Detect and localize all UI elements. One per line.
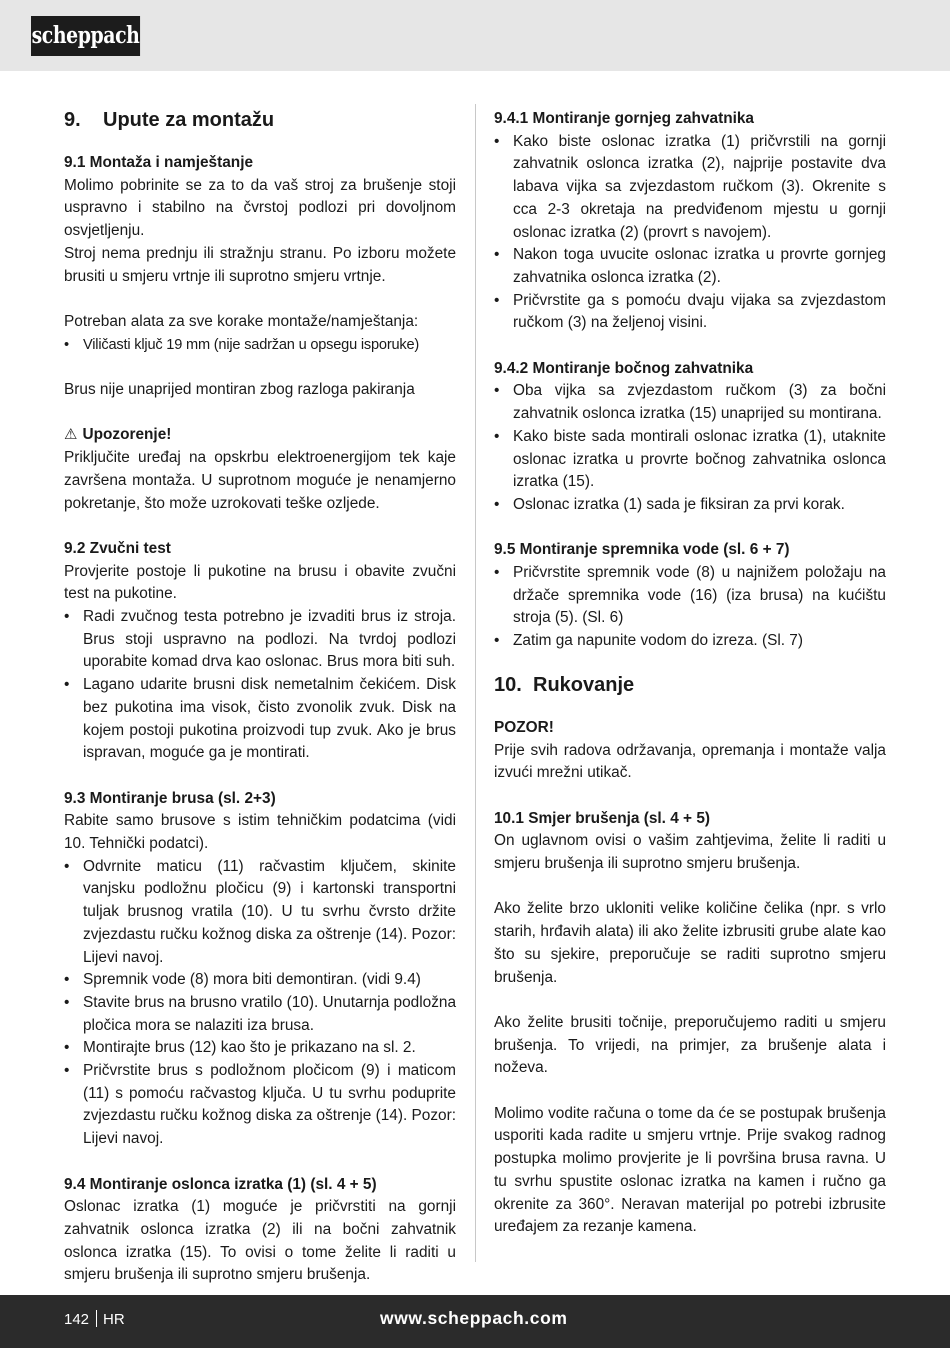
warning-heading xyxy=(64,424,456,447)
section-9-3-list xyxy=(64,856,456,1151)
list-item: • Oba vijka sa zvjezdastom ručkom (3) za bočni zahvatnik oslonca izratka (15) unaprijed su montirana. xyxy=(494,380,886,425)
tools-list xyxy=(64,334,456,357)
right-column xyxy=(494,108,886,1239)
tools-intro: Potreban alata za sve korake montaže/namještanja: xyxy=(64,312,419,330)
column-divider xyxy=(475,104,476,1262)
section-10-title: Rukovanje xyxy=(533,673,635,696)
section-9-5-list xyxy=(494,562,886,653)
caution-text: Prije svih radova održavanja, opremanja i montaže valja izvući mrežni utikač. xyxy=(494,741,886,782)
section-9-3-title: 9.3 Montiranje brusa (sl. 2+3) xyxy=(64,789,276,807)
warning-title: Upozorenje! xyxy=(82,426,172,444)
section-10-1-paragraph-2: Ako želite brzo ukloniti velike količine čelika (npr. s vrlo starih, hrđavih alata) ili ako želite izbrusiti grube alate kao što su sjekire, preporučuje se raditi suprotno smjeru brušenja. xyxy=(494,900,886,986)
section-9-1-title: 9.1 Montaža i namještanje xyxy=(64,154,254,171)
section-10-heading xyxy=(494,673,886,697)
section-9-4-title: 9.4 Montiranje oslonca izratka (1) (sl. 4 + 5) xyxy=(64,1175,377,1193)
section-9-2-title: 9.2 Zvučni test xyxy=(64,539,171,557)
section-9-4-2-title: 9.4.2 Montiranje bočnog zahvatnika xyxy=(494,359,754,377)
list-item: • Spremnik vode (8) mora biti demontiran. (vidi 9.4) xyxy=(64,969,456,992)
section-9-1-paragraph-1: Molimo pobrinite se za to da vaš stroj za brušenje stoji uspravno i stabilno na čvrstoj podlozi pri dovoljnom osvjetljenju. xyxy=(64,176,456,240)
list-item: • Odvrnite maticu (11) račvastim ključem, skinite vanjsku podložnu pločicu (9) i kartonski transportni tuljak brusnog vratila (10). U tu svrhu čvrsto držite zvjezdastu ručku kožnog diska za oštrenje (14). Pozor: Lijevi navoj. xyxy=(64,856,456,970)
section-9-2-intro: Provjerite postoje li pukotine na brusu i obavite zvučni test na pukotine. xyxy=(64,562,456,603)
section-9-2-list xyxy=(64,606,456,765)
page-number: 142 xyxy=(64,1311,90,1328)
section-9-4-2-list xyxy=(494,380,886,516)
warning-icon: ⚠ xyxy=(64,426,78,444)
list-item: • Kako biste sada montirali oslonac izratka (1), utaknite oslonac izratka u provrte bočnog zahvatnika oslonca izratka (15). xyxy=(494,426,886,494)
list-item: • Lagano udarite brusni disk nemetalnim čekićem. Disk bez pukotina ima visok, čisto zvonolik zvuk. Disk na kojem postoji pukotina proizvodi tup zvuk. Ako je brus ispravan, moguće ga je montirati. xyxy=(64,674,456,765)
section-9-4-1-list xyxy=(494,131,886,335)
list-item: • Pričvrstite ga s pomoću dvaju vijaka sa zvjezdastom ručkom (3) na željenoj visini. xyxy=(494,290,886,335)
tools-list-item: • Viličasti ključ 19 mm (nije sadržan u opsegu isporuke) xyxy=(64,334,456,357)
list-item: • Montirajte brus (12) kao što je prikazano na sl. 2. xyxy=(64,1037,456,1060)
not-mounted-note: Brus nije unaprijed montiran zbog razloga pakiranja xyxy=(64,381,415,398)
list-item: • Pričvrstite brus s podložnom pločicom (9) i maticom (11) s pomoću račvastog ključa. U tu svrhu poduprite zvjezdastu ručku kožnog diska za oštrenje (14). Pozor: Lijevi navoj. xyxy=(64,1060,456,1151)
list-item: • Nakon toga uvucite oslonac izratka u provrte gornjeg zahvatnika oslonca izratka (2). xyxy=(494,244,886,289)
footer-separator xyxy=(96,1310,97,1327)
section-9-title: Upute za montažu xyxy=(103,109,275,131)
section-9-heading xyxy=(64,108,456,132)
section-9-5-title: 9.5 Montiranje spremnika vode (sl. 6 + 7) xyxy=(494,541,790,559)
section-9-1-paragraph-2: Stroj nema prednju ili stražnju stranu. Po izboru možete brusiti u smjeru vrtnje ili suprotno smjeru vrtnje. xyxy=(64,244,456,285)
section-9-number: 9. xyxy=(64,109,81,131)
section-10-1-paragraph-1: On uglavnom ovisi o vašim zahtjevima, želite li raditi u smjeru brušenja ili suprotno smjeru brušenja. xyxy=(494,832,886,873)
list-item: • Pričvrstite spremnik vode (8) u najnižem položaju na držače spremnika vode (16) (iza brusa) na kućištu stroja (5). (Sl. 6) xyxy=(494,562,886,630)
section-9-4-1-title: 9.4.1 Montiranje gornjeg zahvatnika xyxy=(494,110,754,127)
section-10-1-paragraph-3: Ako želite brusiti točnije, preporučujemo raditi u smjeru brušenja. To vrijedi, na primjer, za brušenje alata i noževa. xyxy=(494,1013,886,1077)
caution-title: POZOR! xyxy=(494,718,554,736)
scheppach-logo: scheppach xyxy=(31,16,140,56)
section-9-3-intro: Rabite samo brusove s istim tehničkim podatcima (vidi 10. Tehnički podatci). xyxy=(64,812,456,853)
section-10-1-title: 10.1 Smjer brušenja (sl. 4 + 5) xyxy=(494,809,711,827)
section-9-4-text: Oslonac izratka (1) moguće je pričvrstiti na gornji zahvatnik oslonca izratka (2) ili na bočni zahvatnik oslonca izratka (15). To ovisi o tome želite li raditi u smjeru brušenja ili suprotno smjeru brušenja. xyxy=(64,1198,456,1284)
section-10-number: 10. xyxy=(494,673,522,696)
list-item: • Kako biste oslonac izratka (1) pričvrstili na gornji zahvatnik oslonca izratka (2), najprije postavite dva labava vijka sa zvjezdastom ručkom (3). Okrenite s cca 2-3 okretaja na predviđenom mjestu u gornji oslonac izratka (2) (provrt s navojem). xyxy=(494,131,886,245)
list-item: • Stavite brus na brusno vratilo (10). Unutarnja podložna pločica mora se nalaziti iza brusa. xyxy=(64,992,456,1037)
website-link[interactable]: www.scheppach.com xyxy=(380,1308,568,1328)
footer-band xyxy=(0,1295,950,1348)
header-band xyxy=(0,0,950,71)
left-column xyxy=(64,108,456,1287)
list-item: • Radi zvučnog testa potrebno je izvaditi brus iz stroja. Brus stoji uspravno na podlozi. Na tvrdoj podlozi uporabite komad drva kao oslonac. Brus mora biti suh. xyxy=(64,606,456,674)
warning-text: Priključite uređaj na opskrbu elektroenergijom tek kaje završena montaža. U suprotnom moguće je nenamjerno pokretanje, što može uzrokovati teške ozljede. xyxy=(64,449,456,512)
list-item: • Oslonac izratka (1) sada je fiksiran za prvi korak. xyxy=(494,494,886,517)
list-item: • Zatim ga napunite vodom do izreza. (Sl. 7) xyxy=(494,630,886,653)
language-code: HR xyxy=(103,1311,125,1328)
section-10-1-paragraph-4: Molimo vodite računa o tome da će se postupak brušenja usporiti kada radite u smjeru vrtnje. Prije svakog radnog postupka molimo provjerite je li površina brusa ravna. U tu svrhu spustite oslonac izratka na kamen i ručno ga okrenite za 360°. Neravan materijal po potrebi izbrusite uređajem za rezanje kamena. xyxy=(494,1104,886,1236)
